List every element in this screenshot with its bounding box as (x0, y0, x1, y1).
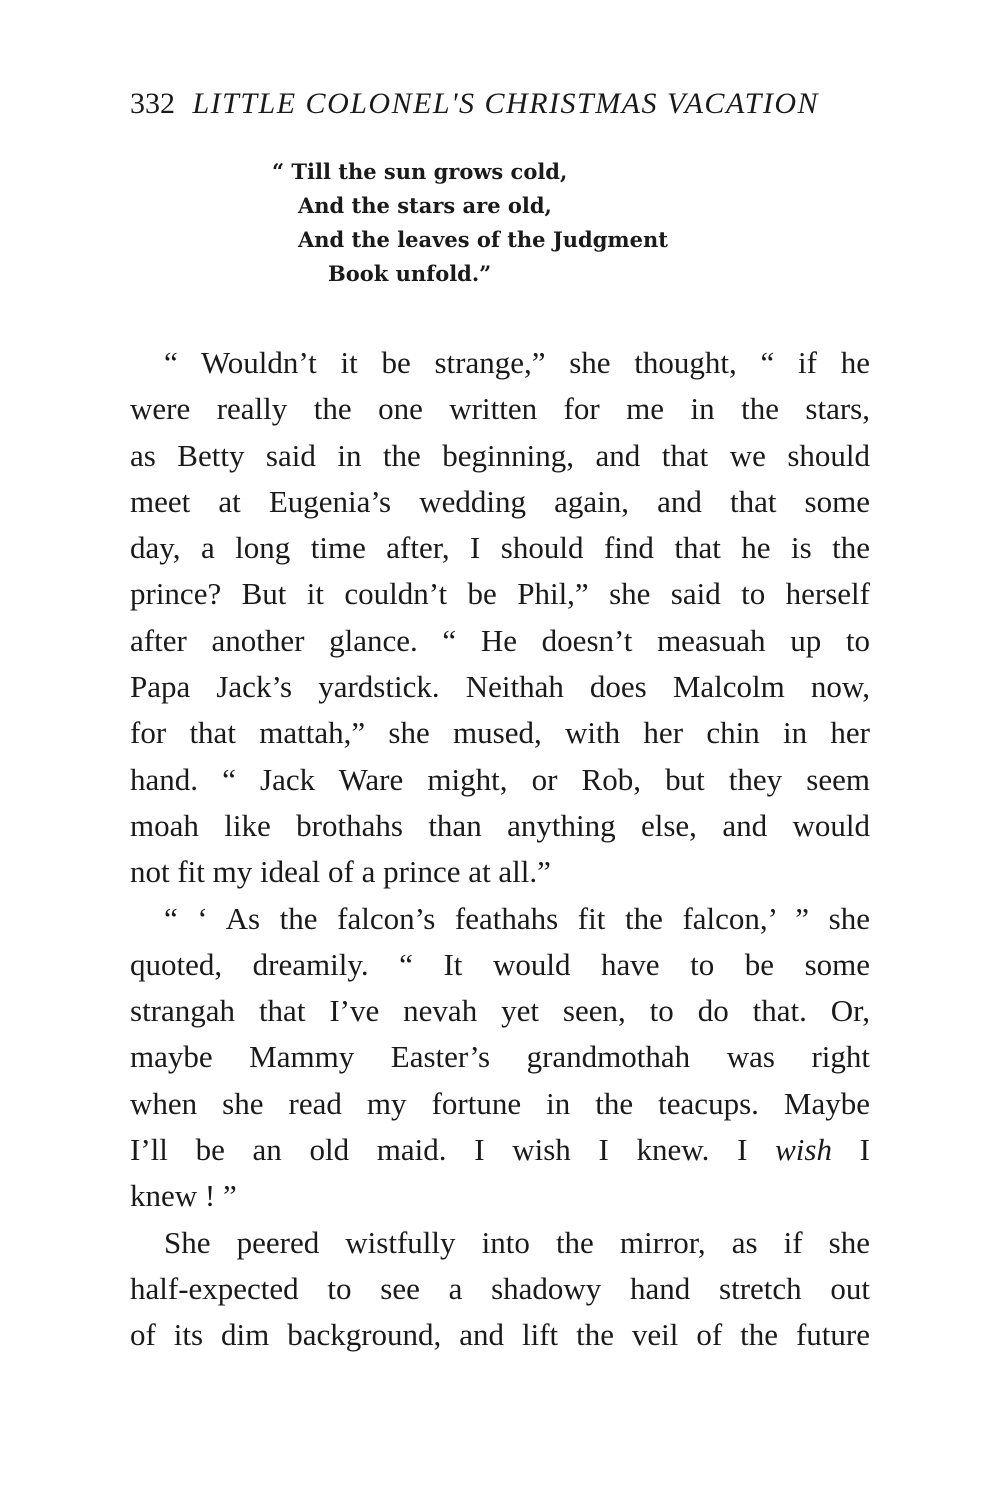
text-line: maybe Mammy Easter’s grandmothah was right (130, 1039, 870, 1075)
text-line: were really the one written for me in the stars, (130, 391, 870, 427)
text-line: as Betty said in the beginning, and that we should (130, 437, 870, 473)
text-run: I’ll be an old maid. I wish I knew. I (130, 1132, 776, 1168)
text-line: of its dim background, and lift the veil of the future (130, 1317, 870, 1353)
book-title: LITTLE COLONEL'S CHRISTMAS VACATION (192, 87, 819, 120)
text-line: meet at Eugenia’s wedding again, and that some (130, 483, 870, 519)
poem-line: Book unfold.” (328, 261, 492, 286)
text-run: I (831, 1132, 871, 1168)
text-line: moah like brothahs than anything else, and would (130, 807, 870, 843)
text-line: strangah that I’ve nevah yet seen, to do that. Or, (130, 993, 870, 1029)
body-text (130, 340, 870, 1359)
text-line: She peered wistfully into the mirror, as if she (164, 1224, 870, 1260)
poem-epigraph (272, 155, 668, 291)
poem-line: And the stars are old, (298, 193, 552, 218)
text-line: when she read my fortune in the teacups. Maybe (130, 1085, 870, 1121)
text-line: after another glance. “ He doesn’t measuah up to (130, 622, 870, 658)
poem-line: And the leaves of the Judgment (298, 227, 668, 252)
text-line: not fit my ideal of a prince at all.” (130, 854, 551, 890)
paragraph (130, 896, 870, 1220)
text-line: day, a long time after, I should find that he is the (130, 530, 870, 566)
text-line: for that mattah,” she mused, with her chin in her (130, 715, 870, 751)
text-line: quoted, dreamily. “ It would have to be some (130, 946, 870, 982)
text-line: hand. “ Jack Ware might, or Rob, but they seem (130, 761, 870, 797)
page-number: 332 (130, 87, 175, 120)
text-line-with-emphasis (130, 1127, 870, 1173)
emphasized-word: wish (775, 1132, 832, 1168)
text-line: “ Wouldn’t it be strange,” she thought, “ if he (164, 345, 870, 380)
running-head (130, 86, 870, 122)
text-line: knew ! ” (130, 1178, 237, 1214)
text-line: Papa Jack’s yardstick. Neithah does Malcolm now, (130, 669, 870, 705)
poem-line: “ Till the sun grows cold, (272, 159, 568, 184)
text-line: prince? But it couldn’t be Phil,” she said to herself (130, 576, 870, 612)
paragraph (130, 1220, 870, 1359)
text-line: “ ‘ As the falcon’s feathahs fit the falcon,’ ” she (164, 900, 870, 936)
paragraph (130, 340, 870, 896)
text-line: half-expected to see a shadowy hand stretch out (130, 1270, 870, 1306)
